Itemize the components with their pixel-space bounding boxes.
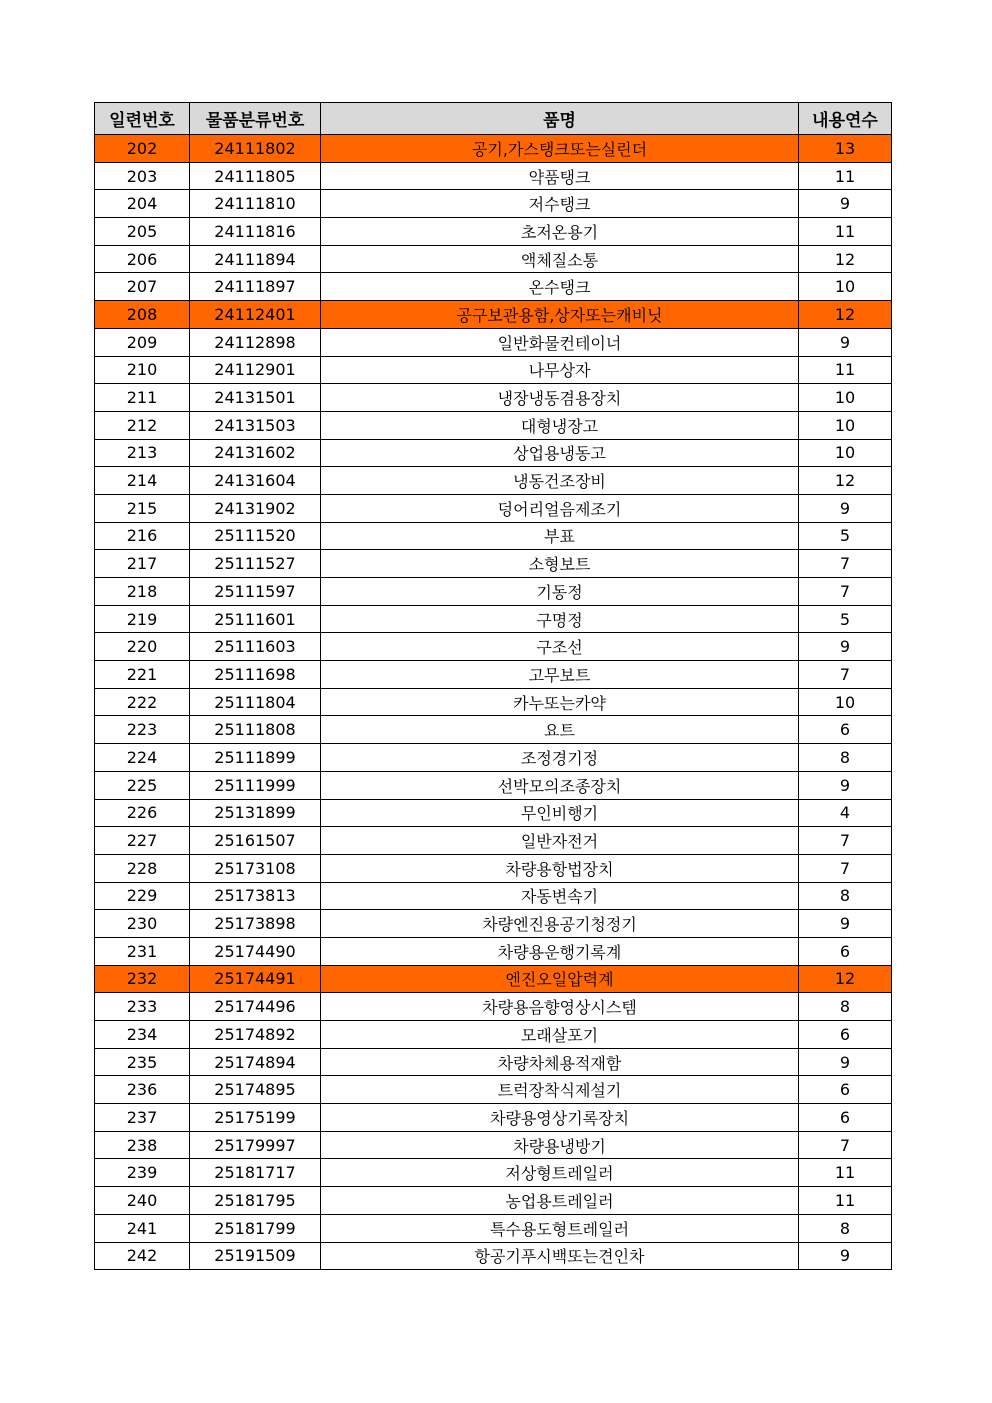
table-row xyxy=(95,384,892,412)
cell-item-name: 초저온용기 xyxy=(321,218,799,246)
cell-useful-life: 8 xyxy=(799,993,892,1021)
cell-serial-number: 234 xyxy=(95,1021,190,1049)
cell-serial-number: 242 xyxy=(95,1242,190,1270)
cell-item-name: 차량용음향영상시스템 xyxy=(321,993,799,1021)
cell-item-name: 고무보트 xyxy=(321,661,799,689)
cell-classification-code: 25173898 xyxy=(190,910,321,938)
table-row xyxy=(95,1159,892,1187)
cell-item-name: 기동정 xyxy=(321,578,799,606)
table-header-row xyxy=(95,103,892,135)
cell-serial-number: 236 xyxy=(95,1076,190,1104)
durability-table xyxy=(94,102,892,1270)
cell-useful-life: 7 xyxy=(799,550,892,578)
cell-classification-code: 25111808 xyxy=(190,716,321,744)
cell-useful-life: 7 xyxy=(799,1131,892,1159)
cell-useful-life: 4 xyxy=(799,799,892,827)
table-row xyxy=(95,1214,892,1242)
cell-item-name: 저상형트레일러 xyxy=(321,1159,799,1187)
cell-classification-code: 25173813 xyxy=(190,882,321,910)
cell-classification-code: 25111597 xyxy=(190,578,321,606)
table-row xyxy=(95,661,892,689)
cell-useful-life: 5 xyxy=(799,522,892,550)
cell-useful-life: 6 xyxy=(799,1104,892,1132)
cell-item-name: 액체질소통 xyxy=(321,245,799,273)
cell-serial-number: 227 xyxy=(95,827,190,855)
table-row xyxy=(95,744,892,772)
cell-item-name: 부표 xyxy=(321,522,799,550)
cell-item-name: 상업용냉동고 xyxy=(321,439,799,467)
table-row xyxy=(95,827,892,855)
cell-useful-life: 12 xyxy=(799,301,892,329)
cell-item-name: 엔진오일압력계 xyxy=(321,965,799,993)
cell-item-name: 나무상자 xyxy=(321,356,799,384)
table-row xyxy=(95,605,892,633)
cell-useful-life: 12 xyxy=(799,245,892,273)
cell-classification-code: 25174490 xyxy=(190,937,321,965)
cell-serial-number: 233 xyxy=(95,993,190,1021)
cell-useful-life: 11 xyxy=(799,1187,892,1215)
cell-item-name: 조정경기정 xyxy=(321,744,799,772)
cell-classification-code: 24131902 xyxy=(190,494,321,522)
cell-serial-number: 210 xyxy=(95,356,190,384)
cell-serial-number: 224 xyxy=(95,744,190,772)
table-row xyxy=(95,1104,892,1132)
cell-useful-life: 6 xyxy=(799,1021,892,1049)
cell-item-name: 선박모의조종장치 xyxy=(321,771,799,799)
cell-classification-code: 25173108 xyxy=(190,854,321,882)
cell-serial-number: 203 xyxy=(95,162,190,190)
cell-useful-life: 13 xyxy=(799,135,892,163)
cell-classification-code: 25161507 xyxy=(190,827,321,855)
cell-item-name: 저수탱크 xyxy=(321,190,799,218)
table-row xyxy=(95,328,892,356)
cell-item-name: 공구보관용함,상자또는캐비닛 xyxy=(321,301,799,329)
cell-serial-number: 202 xyxy=(95,135,190,163)
cell-serial-number: 221 xyxy=(95,661,190,689)
cell-classification-code: 24111802 xyxy=(190,135,321,163)
header-item-name: 품명 xyxy=(321,103,799,135)
table-row xyxy=(95,688,892,716)
table-row xyxy=(95,411,892,439)
cell-classification-code: 24111805 xyxy=(190,162,321,190)
cell-item-name: 항공기푸시백또는견인차 xyxy=(321,1242,799,1270)
cell-classification-code: 25174892 xyxy=(190,1021,321,1049)
cell-classification-code: 24111897 xyxy=(190,273,321,301)
cell-useful-life: 12 xyxy=(799,965,892,993)
table-row xyxy=(95,1187,892,1215)
table-row xyxy=(95,771,892,799)
cell-useful-life: 9 xyxy=(799,1048,892,1076)
cell-item-name: 요트 xyxy=(321,716,799,744)
table-row xyxy=(95,799,892,827)
cell-useful-life: 8 xyxy=(799,744,892,772)
table-row xyxy=(95,356,892,384)
table-row xyxy=(95,578,892,606)
table-row xyxy=(95,135,892,163)
cell-classification-code: 25179997 xyxy=(190,1131,321,1159)
table-row xyxy=(95,550,892,578)
cell-useful-life: 10 xyxy=(799,411,892,439)
cell-useful-life: 7 xyxy=(799,854,892,882)
cell-serial-number: 237 xyxy=(95,1104,190,1132)
cell-classification-code: 24112401 xyxy=(190,301,321,329)
cell-item-name: 차량용항법장치 xyxy=(321,854,799,882)
cell-classification-code: 25181795 xyxy=(190,1187,321,1215)
table-row xyxy=(95,1131,892,1159)
cell-classification-code: 25181799 xyxy=(190,1214,321,1242)
cell-classification-code: 25111520 xyxy=(190,522,321,550)
cell-item-name: 무인비행기 xyxy=(321,799,799,827)
cell-useful-life: 11 xyxy=(799,162,892,190)
cell-item-name: 공기,가스탱크또는실린더 xyxy=(321,135,799,163)
table-row xyxy=(95,910,892,938)
cell-serial-number: 232 xyxy=(95,965,190,993)
cell-item-name: 냉동건조장비 xyxy=(321,467,799,495)
table-row xyxy=(95,993,892,1021)
cell-useful-life: 9 xyxy=(799,1242,892,1270)
cell-serial-number: 205 xyxy=(95,218,190,246)
cell-item-name: 차량용운행기록계 xyxy=(321,937,799,965)
cell-useful-life: 8 xyxy=(799,882,892,910)
cell-serial-number: 238 xyxy=(95,1131,190,1159)
cell-useful-life: 11 xyxy=(799,356,892,384)
cell-item-name: 덩어리얼음제조기 xyxy=(321,494,799,522)
cell-item-name: 차량엔진용공기청정기 xyxy=(321,910,799,938)
cell-classification-code: 25111899 xyxy=(190,744,321,772)
cell-useful-life: 10 xyxy=(799,273,892,301)
cell-classification-code: 24112898 xyxy=(190,328,321,356)
cell-serial-number: 208 xyxy=(95,301,190,329)
cell-useful-life: 6 xyxy=(799,1076,892,1104)
cell-classification-code: 25131899 xyxy=(190,799,321,827)
table-row xyxy=(95,273,892,301)
cell-serial-number: 220 xyxy=(95,633,190,661)
cell-useful-life: 12 xyxy=(799,467,892,495)
cell-serial-number: 216 xyxy=(95,522,190,550)
header-classification-code: 물품분류번호 xyxy=(190,103,321,135)
cell-item-name: 약품탱크 xyxy=(321,162,799,190)
cell-item-name: 소형보트 xyxy=(321,550,799,578)
cell-classification-code: 25111527 xyxy=(190,550,321,578)
table-row xyxy=(95,965,892,993)
cell-serial-number: 214 xyxy=(95,467,190,495)
cell-item-name: 특수용도형트레일러 xyxy=(321,1214,799,1242)
cell-classification-code: 24111810 xyxy=(190,190,321,218)
cell-useful-life: 7 xyxy=(799,827,892,855)
cell-classification-code: 25111999 xyxy=(190,771,321,799)
cell-useful-life: 7 xyxy=(799,578,892,606)
cell-useful-life: 9 xyxy=(799,910,892,938)
cell-classification-code: 25175199 xyxy=(190,1104,321,1132)
cell-item-name: 일반화물컨테이너 xyxy=(321,328,799,356)
table-row xyxy=(95,633,892,661)
table-row xyxy=(95,716,892,744)
cell-item-name: 구조선 xyxy=(321,633,799,661)
cell-useful-life: 8 xyxy=(799,1214,892,1242)
cell-item-name: 모래살포기 xyxy=(321,1021,799,1049)
cell-item-name: 대형냉장고 xyxy=(321,411,799,439)
cell-useful-life: 9 xyxy=(799,633,892,661)
table-row xyxy=(95,1048,892,1076)
cell-item-name: 트럭장착식제설기 xyxy=(321,1076,799,1104)
cell-item-name: 카누또는카약 xyxy=(321,688,799,716)
cell-classification-code: 25111601 xyxy=(190,605,321,633)
cell-classification-code: 24131503 xyxy=(190,411,321,439)
cell-useful-life: 10 xyxy=(799,688,892,716)
cell-useful-life: 9 xyxy=(799,494,892,522)
cell-useful-life: 9 xyxy=(799,328,892,356)
cell-classification-code: 25174895 xyxy=(190,1076,321,1104)
cell-item-name: 구명정 xyxy=(321,605,799,633)
cell-serial-number: 206 xyxy=(95,245,190,273)
cell-useful-life: 6 xyxy=(799,716,892,744)
cell-serial-number: 213 xyxy=(95,439,190,467)
table-row xyxy=(95,882,892,910)
cell-serial-number: 217 xyxy=(95,550,190,578)
table-row xyxy=(95,467,892,495)
cell-item-name: 차량용영상기록장치 xyxy=(321,1104,799,1132)
cell-useful-life: 11 xyxy=(799,218,892,246)
cell-classification-code: 24111894 xyxy=(190,245,321,273)
table-row xyxy=(95,494,892,522)
cell-serial-number: 239 xyxy=(95,1159,190,1187)
cell-item-name: 차량용냉방기 xyxy=(321,1131,799,1159)
cell-serial-number: 230 xyxy=(95,910,190,938)
cell-useful-life: 9 xyxy=(799,190,892,218)
cell-classification-code: 25174894 xyxy=(190,1048,321,1076)
cell-classification-code: 25181717 xyxy=(190,1159,321,1187)
cell-item-name: 온수탱크 xyxy=(321,273,799,301)
cell-serial-number: 209 xyxy=(95,328,190,356)
cell-useful-life: 5 xyxy=(799,605,892,633)
cell-classification-code: 24131602 xyxy=(190,439,321,467)
cell-serial-number: 229 xyxy=(95,882,190,910)
cell-serial-number: 204 xyxy=(95,190,190,218)
table-row xyxy=(95,854,892,882)
table-row xyxy=(95,190,892,218)
cell-useful-life: 10 xyxy=(799,439,892,467)
cell-classification-code: 25111698 xyxy=(190,661,321,689)
cell-serial-number: 228 xyxy=(95,854,190,882)
cell-classification-code: 25111804 xyxy=(190,688,321,716)
cell-item-name: 차량차체용적재함 xyxy=(321,1048,799,1076)
table-row xyxy=(95,522,892,550)
cell-serial-number: 219 xyxy=(95,605,190,633)
cell-classification-code: 25191509 xyxy=(190,1242,321,1270)
cell-serial-number: 212 xyxy=(95,411,190,439)
table-row xyxy=(95,245,892,273)
cell-classification-code: 24112901 xyxy=(190,356,321,384)
cell-classification-code: 24131604 xyxy=(190,467,321,495)
cell-serial-number: 215 xyxy=(95,494,190,522)
cell-serial-number: 223 xyxy=(95,716,190,744)
cell-classification-code: 24111816 xyxy=(190,218,321,246)
cell-serial-number: 240 xyxy=(95,1187,190,1215)
table-row xyxy=(95,218,892,246)
cell-serial-number: 211 xyxy=(95,384,190,412)
cell-serial-number: 235 xyxy=(95,1048,190,1076)
cell-serial-number: 231 xyxy=(95,937,190,965)
cell-serial-number: 222 xyxy=(95,688,190,716)
table-row xyxy=(95,1076,892,1104)
cell-classification-code: 24131501 xyxy=(190,384,321,412)
cell-serial-number: 207 xyxy=(95,273,190,301)
table-row xyxy=(95,1021,892,1049)
table-row xyxy=(95,439,892,467)
cell-item-name: 냉장냉동겸용장치 xyxy=(321,384,799,412)
header-useful-life: 내용연수 xyxy=(799,103,892,135)
cell-item-name: 일반자전거 xyxy=(321,827,799,855)
cell-classification-code: 25174496 xyxy=(190,993,321,1021)
cell-serial-number: 225 xyxy=(95,771,190,799)
cell-item-name: 자동변속기 xyxy=(321,882,799,910)
cell-serial-number: 218 xyxy=(95,578,190,606)
cell-classification-code: 25174491 xyxy=(190,965,321,993)
header-serial-number: 일련번호 xyxy=(95,103,190,135)
table-row xyxy=(95,937,892,965)
cell-useful-life: 7 xyxy=(799,661,892,689)
table-row xyxy=(95,1242,892,1270)
cell-useful-life: 11 xyxy=(799,1159,892,1187)
cell-serial-number: 226 xyxy=(95,799,190,827)
table-row xyxy=(95,301,892,329)
cell-useful-life: 10 xyxy=(799,384,892,412)
cell-useful-life: 9 xyxy=(799,771,892,799)
cell-serial-number: 241 xyxy=(95,1214,190,1242)
cell-item-name: 농업용트레일러 xyxy=(321,1187,799,1215)
cell-useful-life: 6 xyxy=(799,937,892,965)
table-row xyxy=(95,162,892,190)
cell-classification-code: 25111603 xyxy=(190,633,321,661)
